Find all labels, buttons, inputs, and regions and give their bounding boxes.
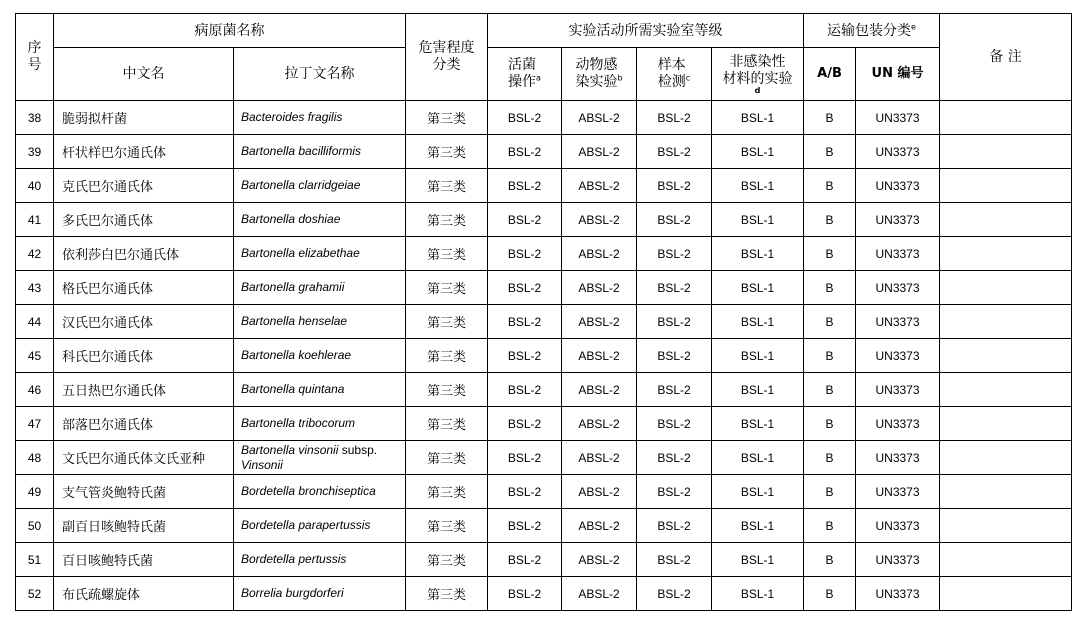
footnote-d: d <box>754 86 761 95</box>
chinese-name-cell: 科氏巴尔通氏体 <box>54 339 234 373</box>
header-seq: 序 号 <box>16 14 54 101</box>
table-row <box>16 543 1072 577</box>
table-row <box>16 577 1072 611</box>
chinese-name-cell: 多氏巴尔通氏体 <box>54 203 234 237</box>
noninfectious-cell: BSL-1 <box>712 407 804 441</box>
latin-name-cell: Bartonella elizabethae <box>234 237 406 271</box>
live-operation-cell: BSL-2 <box>488 543 562 577</box>
live-operation-cell: BSL-2 <box>488 135 562 169</box>
remarks-cell <box>940 577 1072 611</box>
chinese-name-cell: 克氏巴尔通氏体 <box>54 169 234 203</box>
un-number-cell: UN3373 <box>856 373 940 407</box>
live-operation-cell: BSL-2 <box>488 203 562 237</box>
animal-infection-cell: ABSL-2 <box>562 441 637 475</box>
latin-name-cell: Bartonella bacilliformis <box>234 135 406 169</box>
live-operation-cell: BSL-2 <box>488 475 562 509</box>
remarks-cell <box>940 169 1072 203</box>
chinese-name-cell: 文氏巴尔通氏体文氏亚种 <box>54 441 234 475</box>
remarks-cell <box>940 543 1072 577</box>
un-number-cell: UN3373 <box>856 237 940 271</box>
ab-cell: B <box>804 407 856 441</box>
table-header <box>16 14 1072 101</box>
header-animal-infection: 动物感 染实验$^b$ <box>562 48 637 101</box>
hazard-cell: 第三类 <box>406 203 488 237</box>
table-row <box>16 441 1072 475</box>
seq-cell: 48 <box>16 441 54 475</box>
live-operation-cell: BSL-2 <box>488 339 562 373</box>
chinese-name-cell: 脆弱拟杆菌 <box>54 101 234 135</box>
ab-cell: B <box>804 271 856 305</box>
noninfectious-cell: BSL-1 <box>712 441 804 475</box>
footnote-c: c <box>685 73 691 83</box>
un-number-cell: UN3373 <box>856 407 940 441</box>
animal-infection-cell: ABSL-2 <box>562 237 637 271</box>
seq-cell: 39 <box>16 135 54 169</box>
seq-cell: 38 <box>16 101 54 135</box>
noninfectious-cell: BSL-1 <box>712 203 804 237</box>
live-operation-cell: BSL-2 <box>488 373 562 407</box>
ab-cell: B <box>804 237 856 271</box>
sample-test-cell: BSL-2 <box>637 475 712 509</box>
ab-cell: B <box>804 441 856 475</box>
sample-test-cell: BSL-2 <box>637 543 712 577</box>
animal-infection-cell: ABSL-2 <box>562 169 637 203</box>
un-number-cell: UN3373 <box>856 475 940 509</box>
ab-cell: B <box>804 373 856 407</box>
live-operation-cell: BSL-2 <box>488 271 562 305</box>
header-remarks: 备 注 <box>940 14 1072 101</box>
latin-name-cell: Bordetella parapertussis <box>234 509 406 543</box>
ab-cell: B <box>804 339 856 373</box>
latin-name-cell: Borrelia burgdorferi <box>234 577 406 611</box>
live-operation-cell: BSL-2 <box>488 305 562 339</box>
un-number-cell: UN3373 <box>856 101 940 135</box>
latin-name-cell: Bartonella doshiae <box>234 203 406 237</box>
animal-infection-cell: ABSL-2 <box>562 543 637 577</box>
live-operation-cell: BSL-2 <box>488 441 562 475</box>
animal-infection-cell: ABSL-2 <box>562 305 637 339</box>
noninfectious-cell: BSL-1 <box>712 577 804 611</box>
hazard-cell: 第三类 <box>406 237 488 271</box>
sample-test-cell: BSL-2 <box>637 203 712 237</box>
remarks-cell <box>940 373 1072 407</box>
seq-cell: 51 <box>16 543 54 577</box>
chinese-name-cell: 汉氏巴尔通氏体 <box>54 305 234 339</box>
animal-infection-cell: ABSL-2 <box>562 407 637 441</box>
remarks-cell <box>940 203 1072 237</box>
un-number-cell: UN3373 <box>856 169 940 203</box>
seq-cell: 46 <box>16 373 54 407</box>
seq-cell: 40 <box>16 169 54 203</box>
table-row <box>16 169 1072 203</box>
live-operation-cell: BSL-2 <box>488 169 562 203</box>
live-operation-cell: BSL-2 <box>488 101 562 135</box>
animal-infection-cell: ABSL-2 <box>562 577 637 611</box>
table-row <box>16 475 1072 509</box>
latin-name-cell: Bordetella pertussis <box>234 543 406 577</box>
live-operation-cell: BSL-2 <box>488 509 562 543</box>
chinese-name-cell: 支气管炎鲍特氏菌 <box>54 475 234 509</box>
un-number-cell: UN3373 <box>856 135 940 169</box>
ab-cell: B <box>804 543 856 577</box>
hazard-cell: 第三类 <box>406 475 488 509</box>
footnote-a: a <box>536 73 541 83</box>
latin-name-cell: Bartonella tribocorum <box>234 407 406 441</box>
latin-name-cell: Bartonella quintana <box>234 373 406 407</box>
animal-infection-cell: ABSL-2 <box>562 271 637 305</box>
animal-infection-cell: ABSL-2 <box>562 373 637 407</box>
sample-test-cell: BSL-2 <box>637 135 712 169</box>
ab-cell: B <box>804 169 856 203</box>
ab-cell: B <box>804 577 856 611</box>
header-noninfectious: 非感染性 材料的实验 d <box>712 48 804 101</box>
latin-name-cell: Bartonella grahamii <box>234 271 406 305</box>
hazard-cell: 第三类 <box>406 577 488 611</box>
un-number-cell: UN3373 <box>856 441 940 475</box>
header-lab-level: 实验活动所需实验室等级 <box>488 14 804 48</box>
chinese-name-cell: 部落巴尔通氏体 <box>54 407 234 441</box>
header-live-operation: 活菌 操作$^a$ <box>488 48 562 101</box>
noninfectious-cell: BSL-1 <box>712 237 804 271</box>
latin-name-cell: Bartonella henselae <box>234 305 406 339</box>
header-chinese-name: 中文名 <box>54 48 234 101</box>
remarks-cell <box>940 339 1072 373</box>
remarks-cell <box>940 441 1072 475</box>
animal-infection-cell: ABSL-2 <box>562 339 637 373</box>
sample-test-cell: BSL-2 <box>637 305 712 339</box>
un-number-cell: UN3373 <box>856 203 940 237</box>
sample-test-cell: BSL-2 <box>637 271 712 305</box>
latin-name-cell: Bartonella clarridgeiae <box>234 169 406 203</box>
hazard-cell: 第三类 <box>406 509 488 543</box>
seq-cell: 50 <box>16 509 54 543</box>
un-number-cell: UN3373 <box>856 339 940 373</box>
seq-cell: 45 <box>16 339 54 373</box>
live-operation-cell: BSL-2 <box>488 237 562 271</box>
hazard-cell: 第三类 <box>406 339 488 373</box>
remarks-cell <box>940 407 1072 441</box>
sample-test-cell: BSL-2 <box>637 407 712 441</box>
un-number-cell: UN3373 <box>856 271 940 305</box>
noninfectious-cell: BSL-1 <box>712 101 804 135</box>
chinese-name-cell: 百日咳鲍特氏菌 <box>54 543 234 577</box>
header-ab: A/B <box>804 48 856 101</box>
noninfectious-cell: BSL-1 <box>712 271 804 305</box>
seq-cell: 52 <box>16 577 54 611</box>
un-number-cell: UN3373 <box>856 543 940 577</box>
table-row <box>16 237 1072 271</box>
live-operation-cell: BSL-2 <box>488 577 562 611</box>
table-row <box>16 271 1072 305</box>
ab-cell: B <box>804 475 856 509</box>
sample-test-cell: BSL-2 <box>637 237 712 271</box>
un-number-cell: UN3373 <box>856 577 940 611</box>
animal-infection-cell: ABSL-2 <box>562 203 637 237</box>
hazard-cell: 第三类 <box>406 135 488 169</box>
chinese-name-cell: 副百日咳鲍特氏菌 <box>54 509 234 543</box>
latin-name-cell: Bacteroides fragilis <box>234 101 406 135</box>
seq-cell: 42 <box>16 237 54 271</box>
header-transport: 运输包装分类$^e$ <box>804 14 940 48</box>
sample-test-cell: BSL-2 <box>637 577 712 611</box>
chinese-name-cell: 格氏巴尔通氏体 <box>54 271 234 305</box>
hazard-cell: 第三类 <box>406 543 488 577</box>
noninfectious-cell: BSL-1 <box>712 339 804 373</box>
table-row <box>16 339 1072 373</box>
sample-test-cell: BSL-2 <box>637 101 712 135</box>
latin-name-cell: Bordetella bronchiseptica <box>234 475 406 509</box>
sample-test-cell: BSL-2 <box>637 339 712 373</box>
noninfectious-cell: BSL-1 <box>712 543 804 577</box>
table-row <box>16 407 1072 441</box>
noninfectious-cell: BSL-1 <box>712 475 804 509</box>
header-un-number: UN 编号 <box>856 48 940 101</box>
table-row <box>16 203 1072 237</box>
remarks-cell <box>940 475 1072 509</box>
hazard-cell: 第三类 <box>406 271 488 305</box>
remarks-cell <box>940 271 1072 305</box>
animal-infection-cell: ABSL-2 <box>562 509 637 543</box>
chinese-name-cell: 布氏疏螺旋体 <box>54 577 234 611</box>
sample-test-cell: BSL-2 <box>637 441 712 475</box>
seq-cell: 47 <box>16 407 54 441</box>
animal-infection-cell: ABSL-2 <box>562 475 637 509</box>
hazard-cell: 第三类 <box>406 101 488 135</box>
ab-cell: B <box>804 101 856 135</box>
table-row <box>16 135 1072 169</box>
remarks-cell <box>940 509 1072 543</box>
hazard-cell: 第三类 <box>406 169 488 203</box>
noninfectious-cell: BSL-1 <box>712 169 804 203</box>
remarks-cell <box>940 305 1072 339</box>
seq-cell: 41 <box>16 203 54 237</box>
table-row <box>16 373 1072 407</box>
un-number-cell: UN3373 <box>856 305 940 339</box>
animal-infection-cell: ABSL-2 <box>562 101 637 135</box>
footnote-e: e <box>911 21 916 31</box>
noninfectious-cell: BSL-1 <box>712 135 804 169</box>
table-row <box>16 101 1072 135</box>
header-hazard: 危害程度 分类 <box>406 14 488 101</box>
seq-cell: 44 <box>16 305 54 339</box>
latin-name-cell: Bartonella vinsonii subsp. Vinsonii <box>234 441 406 475</box>
sample-test-cell: BSL-2 <box>637 169 712 203</box>
hazard-cell: 第三类 <box>406 441 488 475</box>
footnote-b: b <box>617 73 623 83</box>
table-row <box>16 509 1072 543</box>
seq-cell: 49 <box>16 475 54 509</box>
sample-test-cell: BSL-2 <box>637 373 712 407</box>
latin-name-cell: Bartonella koehlerae <box>234 339 406 373</box>
header-pathogen-name: 病原菌名称 <box>54 14 406 48</box>
ab-cell: B <box>804 305 856 339</box>
chinese-name-cell: 五日热巴尔通氏体 <box>54 373 234 407</box>
chinese-name-cell: 杆状样巴尔通氏体 <box>54 135 234 169</box>
animal-infection-cell: ABSL-2 <box>562 135 637 169</box>
live-operation-cell: BSL-2 <box>488 407 562 441</box>
noninfectious-cell: BSL-1 <box>712 305 804 339</box>
table-body <box>16 101 1072 611</box>
remarks-cell <box>940 101 1072 135</box>
un-number-cell: UN3373 <box>856 509 940 543</box>
noninfectious-cell: BSL-1 <box>712 373 804 407</box>
seq-cell: 43 <box>16 271 54 305</box>
ab-cell: B <box>804 135 856 169</box>
sample-test-cell: BSL-2 <box>637 509 712 543</box>
ab-cell: B <box>804 509 856 543</box>
pathogen-table <box>15 13 1072 611</box>
chinese-name-cell: 依利莎白巴尔通氏体 <box>54 237 234 271</box>
hazard-cell: 第三类 <box>406 407 488 441</box>
table-row <box>16 305 1072 339</box>
remarks-cell <box>940 237 1072 271</box>
hazard-cell: 第三类 <box>406 305 488 339</box>
noninfectious-cell: BSL-1 <box>712 509 804 543</box>
remarks-cell <box>940 135 1072 169</box>
header-latin-name: 拉丁文名称 <box>234 48 406 101</box>
ab-cell: B <box>804 203 856 237</box>
header-sample-test: 样本 检测$^c$ <box>637 48 712 101</box>
hazard-cell: 第三类 <box>406 373 488 407</box>
